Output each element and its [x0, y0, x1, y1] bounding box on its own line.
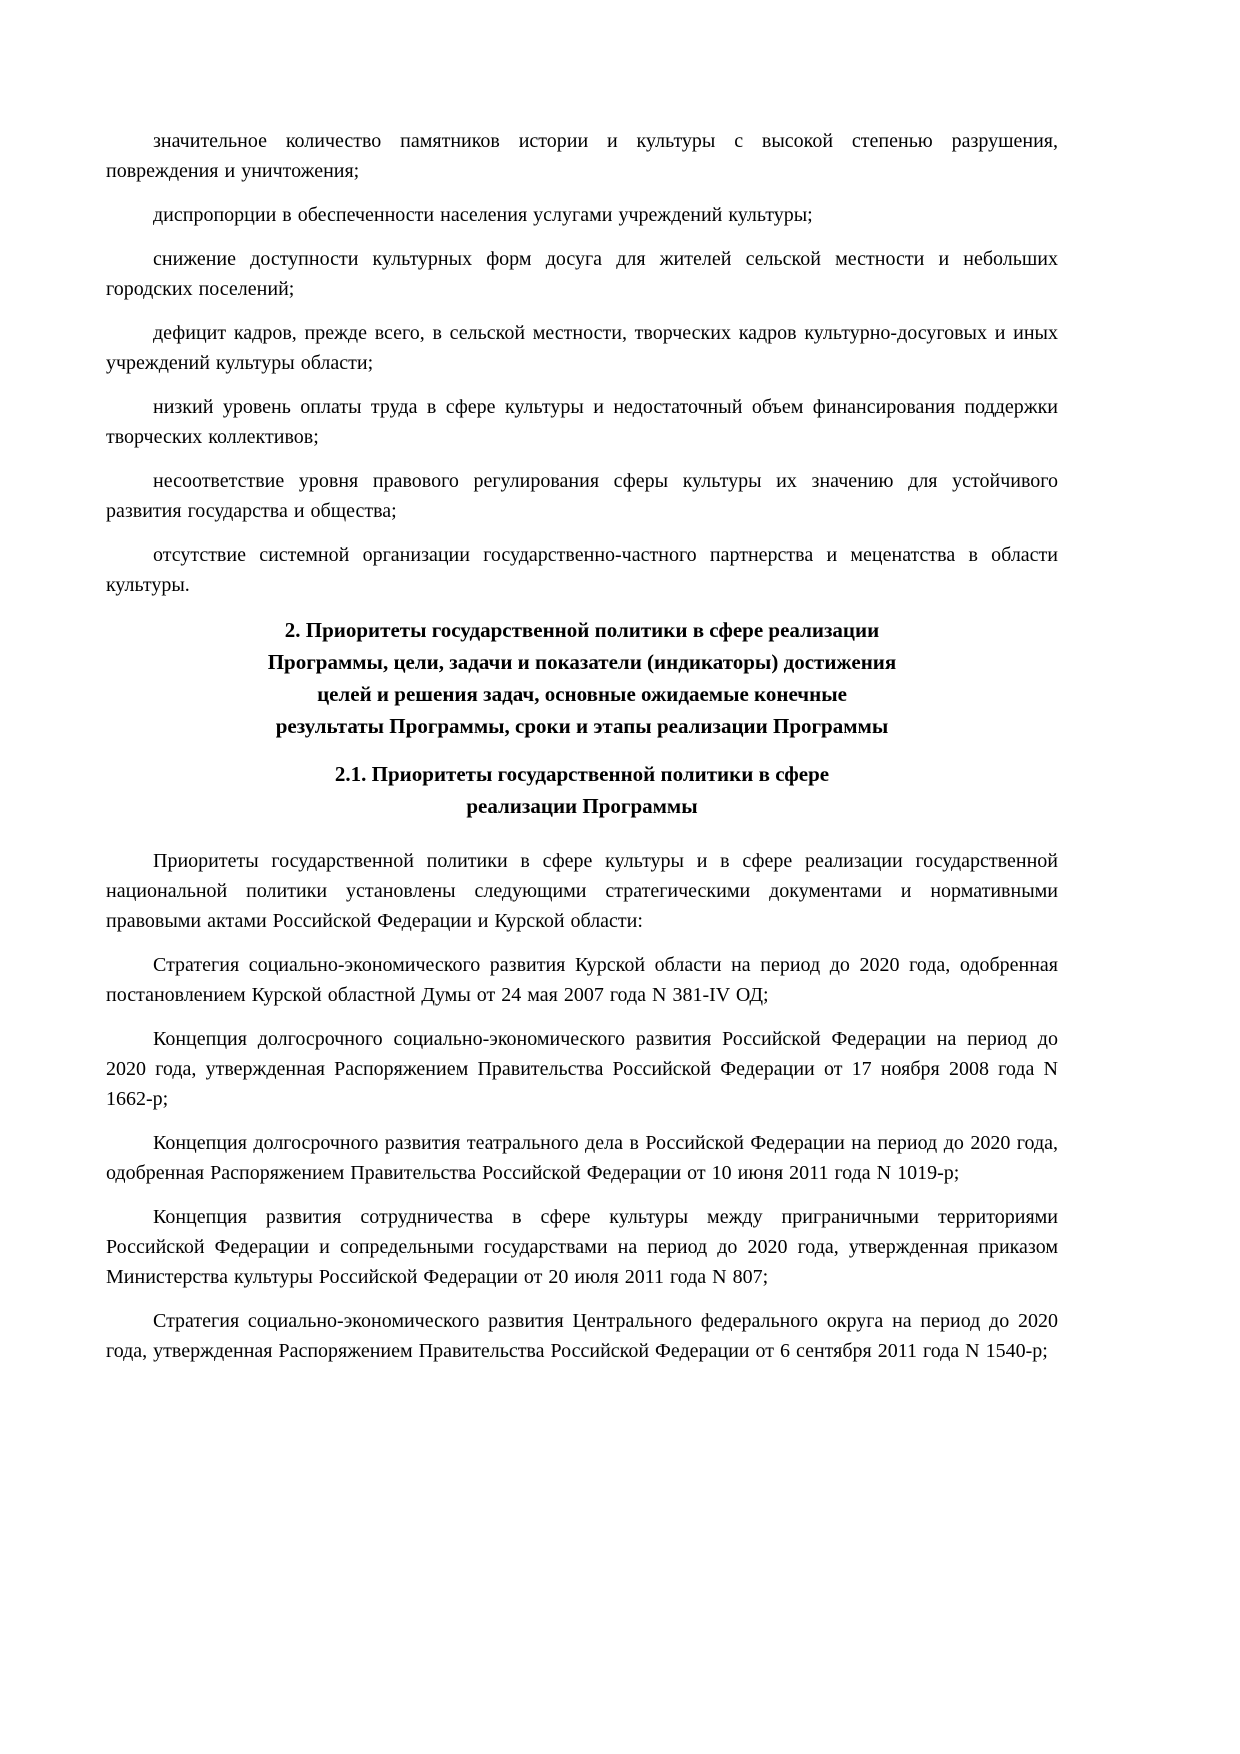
- subsection-heading-line-2: реализации Программы: [466, 794, 698, 818]
- subsection-heading: [106, 758, 1058, 822]
- paragraph-low-wages: низкий уровень оплаты труда в сфере культуры и недостаточный объем финансирования поддержки творческих коллективов;: [106, 396, 1058, 448]
- paragraph-concept-border-cooperation: Концепция развития сотрудничества в сфере культуры между приграничными территориями Российской Федерации и сопредельными государствами на период до 2020 года, утвержденная приказом Министерства культуры Российской Федерации от 20 июля 2011 года N 807;: [106, 1206, 1058, 1288]
- paragraph-staff-deficit: дефицит кадров, прежде всего, в сельской местности, творческих кадров культурно-досуговых и иных учреждений культуры области;: [106, 322, 1058, 374]
- subsection-heading-line-1: 2.1. Приоритеты государственной политики в сфере: [334, 762, 830, 786]
- section-heading-line-1: 2. Приоритеты государственной политики в сфере реализации: [284, 618, 880, 642]
- paragraph-accessibility: снижение доступности культурных форм досуга для жителей сельской местности и небольших городских поселений;: [106, 248, 1058, 300]
- paragraph-priorities-intro: Приоритеты государственной политики в сфере культуры и в сфере реализации государственной национальной политики установлены следующими стратегическими документами и нормативными правовыми актами Российской Федерации и Курской области:: [106, 850, 1058, 932]
- section-heading: [106, 614, 1058, 742]
- paragraph-legal-regulation: несоответствие уровня правового регулирования сферы культуры их значению для устойчивого развития государства и общества;: [106, 470, 1058, 522]
- section-heading-line-2: Программы, цели, задачи и показатели (индикаторы) достижения: [267, 650, 897, 674]
- paragraph-concept-theatre: Концепция долгосрочного развития театрального дела в Российской Федерации на период до 2020 года, одобренная Распоряжением Правительства Российской Федерации от 10 июня 2011 года N 1019-р;: [106, 1132, 1058, 1184]
- paragraph-monuments: значительное количество памятников истории и культуры с высокой степенью разрушения, повреждения и уничтожения;: [106, 130, 1058, 182]
- paragraph-concept-socioeconomic: Концепция долгосрочного социально-экономического развития Российской Федерации на период до 2020 года, утвержденная Распоряжением Правительства Российской Федерации от 17 ноября 2008 года N 1662-р;: [106, 1028, 1058, 1110]
- section-heading-line-4: результаты Программы, сроки и этапы реализации Программы: [275, 714, 889, 738]
- paragraph-strategy-kursk: Стратегия социально-экономического развития Курской области на период до 2020 года, одобренная постановлением Курской областной Думы от 24 мая 2007 года N 381-IV ОД;: [106, 954, 1058, 1006]
- paragraph-disproportions: диспропорции в обеспеченности населения услугами учреждений культуры;: [153, 204, 813, 226]
- section-heading-line-3: целей и решения задач, основные ожидаемые конечные: [317, 682, 847, 706]
- paragraph-strategy-central-district: Стратегия социально-экономического развития Центрального федерального округа на период до 2020 года, утвержденная Распоряжением Правительства Российской Федерации от 6 сентября 2011 года N 1540-р;: [106, 1310, 1058, 1362]
- paragraph-partnership: отсутствие системной организации государственно-частного партнерства и меценатства в области культуры.: [106, 544, 1058, 596]
